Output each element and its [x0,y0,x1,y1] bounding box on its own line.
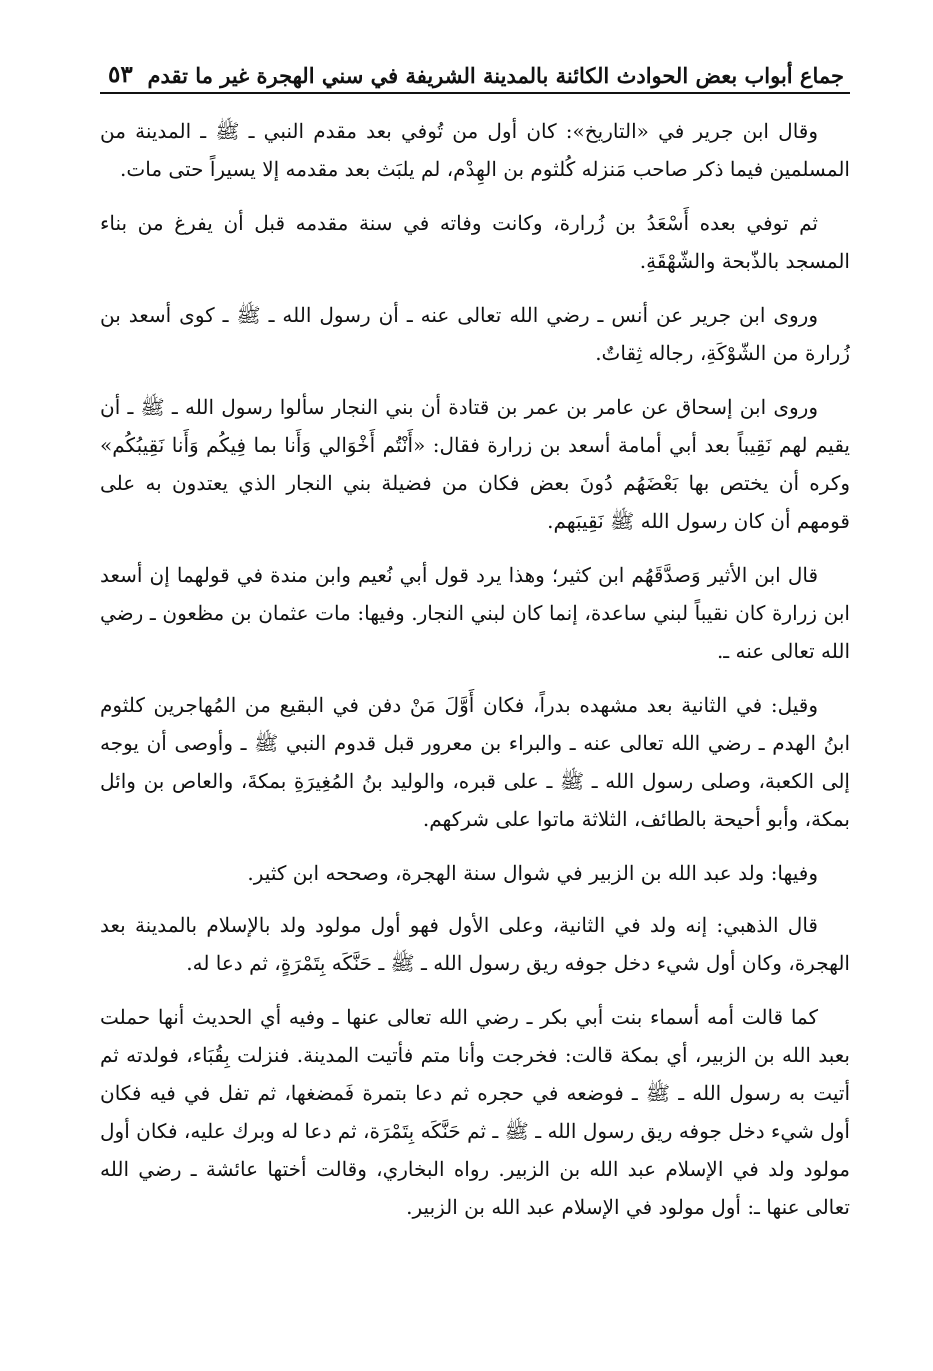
paragraph-1: وقال ابن جرير في «التاريخ»: كان أول من تُوفي بعد مقدم النبي ـ ﷺ ـ المدينة من المسلمين فيما ذكر صاحب مَنزله كُلثوم بن الهِدْم، لم يلبَث بعد مقدمه إلا يسيراً حتى مات. [100,119,850,181]
paragraph-6: وقيل: في الثانية بعد مشهده بدراً، فكان أَوَّلَ مَنْ دفن في البقيع من المُهاجرين كلثوم ابنُ الهدم ـ رضي الله تعالى عنه ـ والبراء بن معرور قبل قدوم النبي ﷺ ـ وأوصى أن يوجه إلى الكعبة، وصلى رسول الله ـ ﷺ ـ على قبره، والوليد بنُ المُغِيرَةِ بمكةَ، والعاص بن وائل بمكة، وأبو أحيحة بالطائف، الثلاثة ماتوا على شركهم. [100,693,850,831]
paragraph-9: كما قالت أمه أسماء بنت أبي بكر ـ رضي الله تعالى عنها ـ وفيه أي الحديث أنها حملت بعبد الله بن الزبير، أي بمكة قالت: فخرجت وأنا متم فأتيت المدينة. فنزلت بِقُبَاء، فولدته ثم أتيت به رسول الله ـ ﷺ ـ فوضعه في حجره ثم دعا بتمرة فَمضغها، ثم تفل في فيه فكان أول شيء دخل جوفه ريق رسول الله ـ ﷺ ـ ثم حَنَّكَه بِتَمْرَة، ثم دعا له وبرك عليه، فكان أول مولود ولد في الإسلام عبد الله بن الزبير. رواه البخاري، وقالت أختها عائشة ـ رضي الله تعالى عنها ـ: أول مولود في الإسلام عبد الله بن الزبير. [100,1005,850,1219]
paragraph-2: ثم توفي بعده أَسْعَدُ بن زُرارة، وكانت وفاته في سنة مقدمه قبل أن يفرغ من بناء المسجد بالذّبحة والشّهْقَةِ. [100,211,850,273]
book-page [100,52,850,1242]
page-number: ٥٣ [108,61,133,88]
paragraph-8: قال الذهبي: إنه ولد في الثانية، وعلى الأول فهو أول مولود ولد بالإسلام بالمدينة بعد الهجرة، وكان أول شيء دخل جوفه ريق رسول الله ـ ﷺ ـ حَنَّكَه بِتَمْرَةٍ، ثم دعا له. [100,913,850,975]
running-header-title: جماع أبواب بعض الحوادث الكائنة بالمدينة الشريفة في سني الهجرة غير ما تقدم [147,63,844,88]
paragraph-3: وروى ابن جرير عن أنس ـ رضي الله تعالى عنه ـ أن رسول الله ـ ﷺ ـ كوى أسعد بن زُرارة من الشّوْكَةِ، رجاله ثِقاتٌ. [100,303,850,365]
paragraph-4: وروى ابن إسحاق عن عامر بن عمر بن قتادة أن بني النجار سألوا رسول الله ـ ﷺ ـ أن يقيم لهم نَقِيباً بعد أبي أمامة أسعد بن زرارة فقال: «أَنْتُم أَخْوَالي وَأَنا بما فِيكُم وَأَنا نَقِيبُكُم» وكره أن يختص بها بَعْضَهُم دُونَ بعض فكان من فضيلة بني النجار الذي يعتدون به على قومهم أن كان رسول الله ﷺ نَقِيبَهم. [100,395,850,533]
paragraph-7: وفيها: ولد عبد الله بن الزبير في شوال سنة الهجرة، وصححه ابن كثير. [247,861,818,885]
paragraph-5: قال ابن الأثير وَصدَّقَهُم ابن كثير؛ وهذا يرد قول أبي نُعيم وابن مندة في قولهما إن أسعد ابن زرارة كان نقيباً لبني ساعدة، إنما كان لبني النجار. وفيها: مات عثمان بن مظعون ـ رضي الله تعالى عنه ـ. [100,563,850,663]
running-header [100,52,850,94]
body-text [100,112,850,1226]
